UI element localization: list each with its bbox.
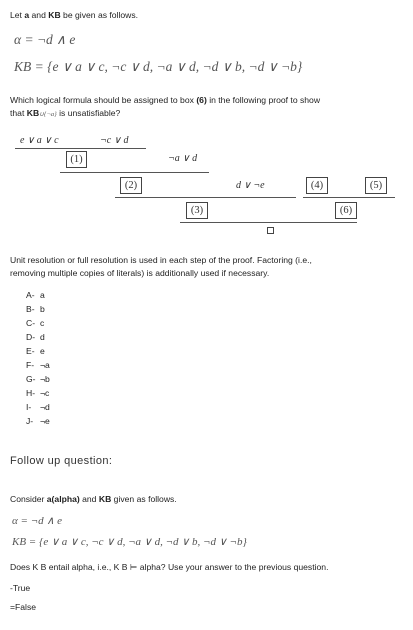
choice-letter: I- [26, 402, 32, 412]
followup-option-true[interactable]: -True [10, 583, 31, 593]
choice-letter: E- [26, 346, 35, 356]
choice-text: e [40, 346, 45, 356]
choice-item[interactable] [26, 388, 49, 398]
choice-text: ¬c [40, 388, 50, 398]
intro-text [10, 10, 138, 20]
question-kb: KB [26, 108, 40, 118]
followup-consider-pre: Consider [10, 494, 47, 504]
proof-box-4: (4) [306, 177, 328, 194]
choice-text: d [40, 332, 45, 342]
proof-box-2: (2) [120, 177, 142, 194]
choice-text: ¬d [40, 402, 50, 412]
proof-box-5: (5) [365, 177, 387, 194]
proof-rule-4 [303, 197, 395, 198]
proof-rule-5 [180, 222, 357, 223]
choice-letter: C- [26, 318, 36, 328]
followup-formula-kb: KB = {e ∨ a ∨ c, ¬c ∨ d, ¬a ∨ d, ¬d ∨ b, ¬d ∨ ¬b} [12, 536, 247, 548]
followup-question: Does K B entail alpha, i.e., K B ⊨ alpha? Use your answer to the previous question. [10, 562, 329, 572]
question-line2 [10, 108, 120, 118]
followup-kb: KB [98, 494, 112, 504]
choice-text: b [40, 304, 45, 314]
choice-item[interactable] [26, 346, 45, 356]
choice-letter: H- [26, 388, 36, 398]
choice-item[interactable] [26, 290, 45, 300]
followup-formula-alpha: α = ¬d ∧ e [12, 515, 63, 527]
formula-kb: KB = {e ∨ a ∨ c, ¬c ∨ d, ¬a ∨ d, ¬d ∨ b, ¬d ∨ ¬b} [14, 59, 303, 74]
choice-letter: B- [26, 304, 35, 314]
question-line1-post: in the following proof to show [206, 95, 321, 105]
choice-item[interactable] [26, 416, 50, 426]
choice-item[interactable] [26, 304, 45, 314]
choice-item[interactable] [26, 332, 45, 342]
empty-clause-icon [267, 227, 274, 234]
followup-option-false[interactable]: =False [10, 602, 37, 612]
note-line2: removing multiple copies of literals) is additionally used if necessary. [10, 268, 270, 278]
choice-letter: J- [26, 416, 34, 426]
proof-box-6: (6) [335, 202, 357, 219]
choice-text: c [40, 318, 45, 328]
choice-text: ¬b [40, 374, 50, 384]
proof-clause-4: d ∨ ¬e [236, 180, 265, 191]
intro-post: be given as follows. [60, 10, 139, 20]
proof-box-1: (1) [66, 151, 87, 168]
proof-clause-1: e ∨ a ∨ c [20, 135, 59, 146]
proof-rule-1 [15, 148, 146, 149]
proof-rule-3 [115, 197, 296, 198]
formula-alpha: α = ¬d ∧ e [14, 32, 76, 47]
question-line2-pre: that [10, 108, 27, 118]
question-line2-post: is unsatisfiable? [56, 108, 121, 118]
choice-letter: A- [26, 290, 35, 300]
followup-consider [10, 494, 177, 504]
choice-text: ¬e [40, 416, 50, 426]
intro-a: a [24, 10, 30, 20]
choice-item[interactable] [26, 374, 50, 384]
followup-consider-mid: and [79, 494, 99, 504]
proof-box-3: (3) [186, 202, 208, 219]
choice-item[interactable] [26, 318, 44, 328]
proof-clause-3: ¬a ∨ d [168, 153, 198, 164]
choice-text: ¬a [40, 360, 50, 370]
followup-consider-post: given as follows. [111, 494, 177, 504]
followup-heading: Follow up question: [10, 455, 113, 467]
proof-clause-2: ¬c ∨ d [100, 135, 129, 146]
choice-letter: F- [26, 360, 35, 370]
question-kb-union: ∪{¬a} [39, 111, 57, 118]
followup-alpha: a(alpha) [46, 494, 80, 504]
intro-kb: KB [48, 10, 61, 20]
choice-text: a [40, 290, 45, 300]
intro-and: and [29, 10, 49, 20]
intro-pre: Let [10, 10, 25, 20]
question-line1 [10, 95, 320, 105]
proof-rule-2 [60, 172, 209, 173]
choice-letter: G- [26, 374, 36, 384]
note-line1: Unit resolution or full resolution is used in each step of the proof. Factoring (i.e., [10, 255, 312, 265]
question-line1-pre: Which logical formula should be assigned to box [10, 95, 197, 105]
choice-item[interactable] [26, 402, 50, 412]
choice-item[interactable] [26, 360, 50, 370]
choice-letter: D- [26, 332, 36, 342]
question-box-ref: (6) [196, 95, 207, 105]
